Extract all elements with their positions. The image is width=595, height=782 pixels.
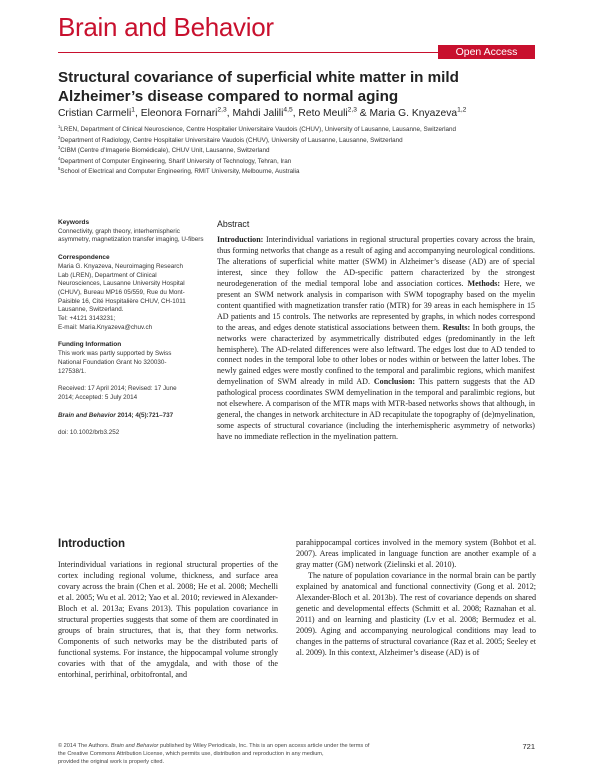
intro-label: Introduction:: [217, 235, 264, 244]
affiliation-text: Department of Computer Engineering, Sharif University of Technology, Tehran, Iran: [60, 157, 292, 165]
intro-paragraph: Interindividual variations in regional structural properties of the cortex including regional volume, thickness, and surface area covary across the brain (Chen et al. 2008; He et al. 2008; Mechelli et al. 2005; Wu et al. 2012; Yao et al. 2010; reviewed in Alexander-Bloch et al. 2013a; Evans 2013). This population covariance in structural properties suggests that some of them are coordinated in groups of brain structures, that is, that they form networks. Components of such networks may be the distributed parts of functional systems. For instance, the hippocampal volume strongly covaries with that of the amygdala, and with those of the entorhinal, perirhinal, orbitofrontal, and: [58, 560, 278, 680]
methods-text: Here, we present an SWM network analysis in comparison with SWM topography based on the myelin content quantified with magnetization transfer ratio (MTR) for 39 areas in each hemisphere in 15 AD patients and 15 controls. The networks are represented by graphs, in which nodes correspond to the areas, and edges denote statistical associations between them.: [217, 278, 535, 332]
correspondence-line: (CHUV), Bureau MP16 05/559, Rue du Mont-: [58, 288, 185, 296]
abstract-body: [217, 235, 535, 443]
author-separator: ,: [134, 108, 141, 119]
affiliation-text: School of Electrical and Computer Engineering, RMIT University, Melbourne, Australia: [60, 168, 300, 176]
affiliations: [58, 125, 558, 178]
results-label: Results:: [442, 322, 471, 332]
citation: [58, 412, 208, 421]
author-separator: ,: [292, 108, 299, 119]
author-name: Reto Meuli: [298, 108, 348, 119]
affiliation-line: [58, 125, 558, 136]
dates-line: Received: 17 April 2014; Revised: 17 June: [58, 385, 177, 393]
affiliation-number: 1: [58, 123, 61, 129]
intro-left-column: [58, 559, 278, 681]
affiliation-line: [58, 157, 558, 168]
open-access-badge: Open Access: [438, 45, 535, 59]
author-name: Cristian Carmeli: [58, 108, 132, 119]
keywords-heading: Keywords: [58, 219, 90, 226]
intro-right-column: [296, 537, 536, 659]
sidebar: [58, 219, 208, 447]
intro-paragraph: The nature of population covariance in the normal brain can be partly explained by anatomical and functional connectivity (Gong et al. 2012; Alexander-Bloch et al. 2013b). The rest of covariance depends on shared genetic and developmental effects (Schmitt et al. 2008; Raznahan et al. 2011) and on learning and plasticity (Lv et al. 2008; Bermudez et al. 2009). Aging and accompanying neurological conditions may lead to changes in the patterns of structural covariance (Raz et al. 2005; Seeley et al. 2009). In this context, Alzheimer’s disease (AD) is of: [296, 571, 536, 658]
footer-text: the Creative Commons Attribution License, which permits use, distribution and reproduction in any medium,: [58, 751, 324, 758]
footer-text: published by Wiley Periodicals, Inc. This is an open access article under the terms of: [158, 743, 370, 749]
doi-text: doi: 10.1002/brb3.252: [58, 429, 120, 437]
abstract-heading: Abstract: [217, 219, 250, 229]
author-affiliation-mark: 1: [131, 106, 135, 114]
affiliation-number: 2: [58, 134, 61, 140]
affiliation-text: LREN, Department of Clinical Neuroscience, Centre Hospitalier Universitaire Vaudois (CHUV), University of Lausanne, Lausanne, Switzerland: [60, 126, 456, 133]
article-title: Structural covariance of superficial white matter in mild Alzheimer’s disease compared to normal aging: [58, 69, 459, 105]
footer-journal: Brain and Behavior: [110, 743, 159, 749]
page-number: 721: [522, 742, 535, 751]
funding-heading: Funding Information: [58, 341, 122, 349]
keywords-text: Connectivity, graph theory, interhemispheric asymmetry, magnetization transfer imaging, U-fibers: [58, 227, 204, 244]
correspondence-line: Tel: +4121 3143231;: [58, 315, 116, 323]
affiliation-line: [58, 136, 558, 147]
author-separator: &: [356, 108, 370, 119]
funding-line: 127538/1.: [58, 367, 87, 375]
author-separator: ,: [226, 108, 233, 119]
intro-text: Interindividual variations in regional structural properties covary across the brain, thus forming networks that change as a result of aging and accompanying neurological conditions. The alterations of superficial white matter (SWM) in Alzheimer’s disease (AD) are of special interest, since they follow the AD-specific pattern characterized by the strongest neurodegeneration of the medial temporal lobe and association cortices.: [217, 235, 535, 288]
conclusion-label: Conclusion:: [373, 377, 415, 387]
methods-label: Methods:: [467, 278, 501, 288]
author-affiliation-mark: 4,5: [283, 106, 293, 114]
conclusion-text: This pattern suggests that the AD pathological process coordinates SWM demyelination in the temporal and paralimbic regions, but not elsewhere. A comparison of the MTR maps with MTR-based networks shows that although, in general, the changes in network architecture in AD recapitulate the topography of (de)myelination, some aspects of structural covariance (including the interhemispheric asymmetry of networks) have no immediate reflection in the myelination pattern.: [217, 377, 535, 442]
affiliation-text: CIBM (Centre d’Imagerie Biomédicale), CHUV Unit, Lausanne, Switzerland: [60, 147, 270, 155]
affiliation-line: [58, 167, 558, 178]
correspondence-email: E-mail: Maria.Knyazeva@chuv.ch: [58, 323, 153, 331]
intro-paragraph: parahippocampal cortices involved in the memory system (Bohbot et al. 2007). Areas implicated in language function are another example of a gray matter (GM) network (Zielinski et al. 2010).: [296, 538, 536, 570]
affiliation-line: [58, 146, 558, 157]
footer-text: provided the original work is properly cited.: [58, 759, 165, 766]
affiliation-number: 3: [58, 145, 61, 151]
citation-journal: Brain and Behavior: [58, 411, 116, 419]
correspondence-heading: Correspondence: [58, 254, 110, 262]
citation-details: 2014; 4(5):721–737: [115, 411, 174, 419]
correspondence-line: Neurosciences, Lausanne University Hospital: [58, 280, 185, 288]
correspondence-line: Paisible 16, Cité Hospitalière CHUV, CH-1011: [58, 297, 186, 305]
introduction-heading: Introduction: [58, 538, 126, 550]
author-list: [58, 108, 558, 119]
funding-line: National Foundation Grant No 320030-: [58, 358, 167, 366]
author-affiliation-mark: 2,3: [217, 106, 227, 114]
copyright-footer: [58, 742, 478, 767]
author-name: Eleonora Fornari: [140, 108, 218, 119]
footer-text: © 2014 The Authors.: [58, 743, 111, 749]
affiliation-number: 4: [58, 155, 61, 161]
dates-line: 2014; Accepted: 5 July 2014: [58, 393, 138, 401]
correspondence-line: Maria G. Knyazeva, Neuroimaging Research: [58, 262, 183, 270]
affiliation-number: 5: [58, 166, 61, 172]
results-text: In both groups, the networks were characterized by asymmetrically distributed edges (predominantly in the left hemisphere). The AD-related differences were also leftward. The edges lost due to AD tended to connect nodes in the temporal lobe to other lobes or nodes within or between the latter lobes. The newly gained edges were mostly confined to the temporal and paralimbic regions, which manifest demyelination of SWM already in mild AD.: [217, 322, 535, 387]
author-affiliation-mark: 2,3: [347, 106, 357, 114]
affiliation-text: Department of Radiology, Centre Hospitalier Universitaire Vaudois (CHUV), University of Lausanne, Lausanne, Switzerland: [60, 136, 403, 144]
correspondence-line: Lab (LREN), Department of Clinical: [58, 271, 157, 279]
correspondence-line: Lausanne, Switzerland.: [58, 306, 124, 314]
journal-title: Brain and Behavior: [58, 12, 274, 42]
funding-line: This work was partly supported by Swiss: [58, 350, 172, 358]
author-name: Maria G. Knyazeva: [369, 108, 458, 119]
author-affiliation-mark: 1,2: [457, 106, 467, 114]
author-name: Mahdi Jalili: [232, 108, 284, 119]
